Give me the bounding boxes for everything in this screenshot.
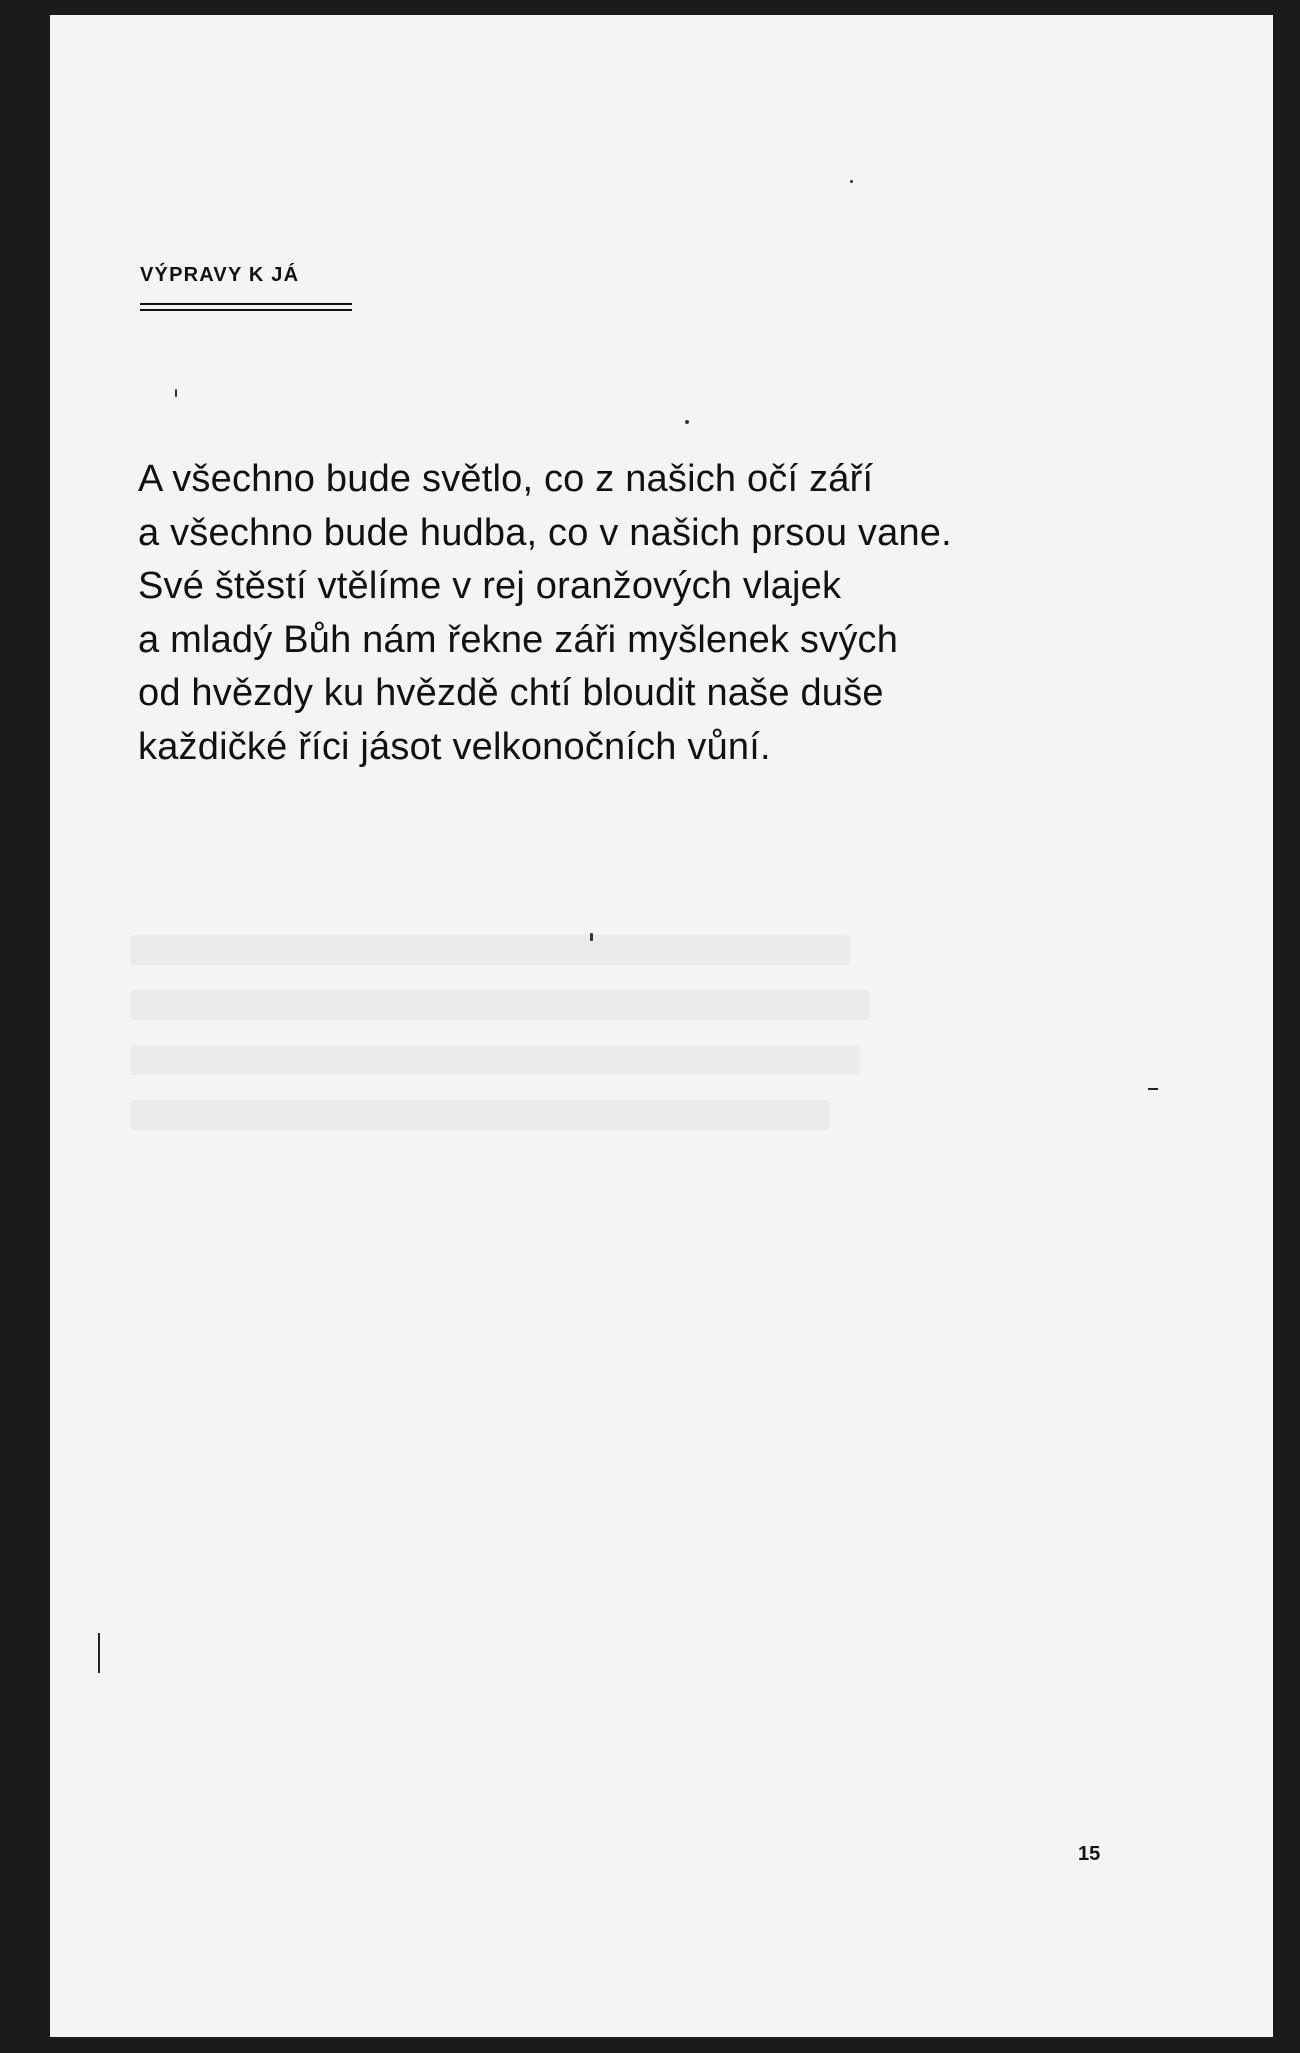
header-title: VÝPRAVY K JÁ xyxy=(140,264,300,286)
show-through-texture xyxy=(130,1045,860,1075)
poem-line: A všechno bude světlo, co z našich očí září xyxy=(138,458,874,500)
scan-speck xyxy=(175,389,177,397)
scan-speck xyxy=(850,180,853,183)
running-header xyxy=(140,265,352,311)
poem-line: a všechno bude hudba, co v našich prsou vane. xyxy=(138,511,952,554)
show-through-texture xyxy=(130,1100,830,1130)
poem-line: každičké říci jásot velkonočních vůní. xyxy=(138,725,771,768)
poem-line: a mladý Bůh nám řekne záři myšlenek svých xyxy=(138,618,899,661)
poem-line: Své štěstí vtělíme v rej oranžových vlajek xyxy=(138,565,842,607)
scan-speck xyxy=(685,420,689,424)
poem-line: od hvězdy ku hvězdě chtí bloudit naše duše xyxy=(138,672,884,714)
page-number: 15 xyxy=(1078,1843,1101,1865)
scan-mark xyxy=(98,1633,100,1673)
poem-stanza xyxy=(138,453,952,774)
show-through-texture xyxy=(130,935,850,965)
scan-mark xyxy=(1148,1088,1158,1090)
show-through-texture xyxy=(130,990,870,1020)
scan-speck xyxy=(590,933,593,941)
header-double-rule xyxy=(140,303,352,311)
book-page xyxy=(50,15,1273,2037)
